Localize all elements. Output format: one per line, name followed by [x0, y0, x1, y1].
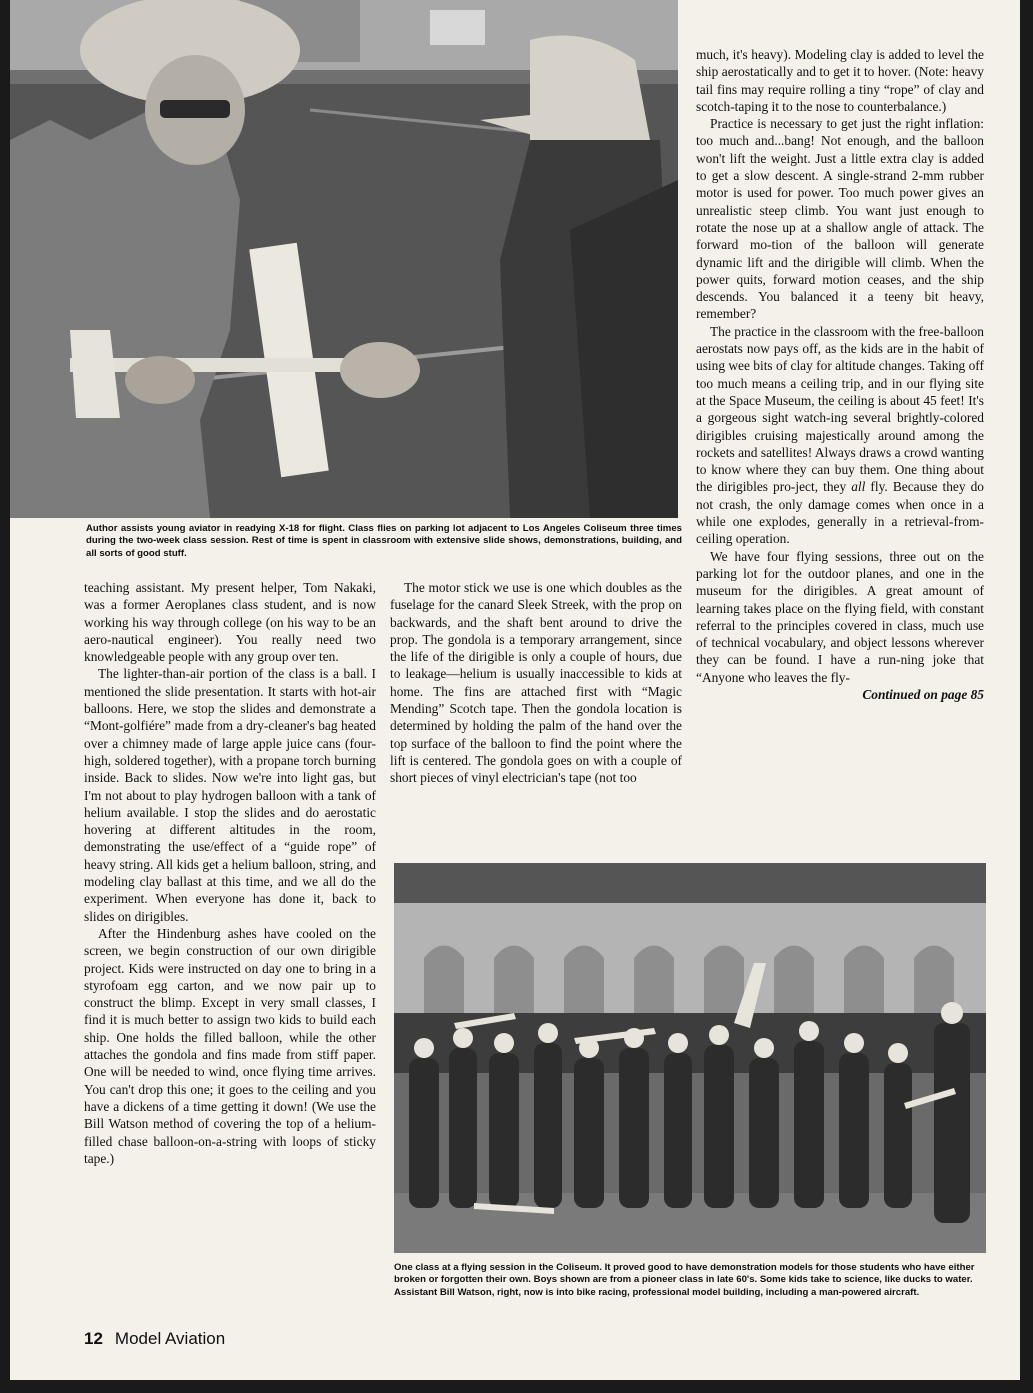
paragraph — [696, 323, 984, 548]
continued-notice: Continued on page 85 — [862, 686, 984, 702]
article-column-2 — [390, 579, 682, 787]
photo-bottom-caption: One class at a flying session in the Coliseum. It proved good to have demonstration models for those students who have either broken or forgotten their own. Boys shown are from a pioneer class in late 60's. Some kids take to science, like ducks to water. Assistant Bill Watson, right, now is into bike racing, professional model building, including a man-powered aircraft. — [394, 1262, 975, 1298]
paragraph-text: fly. Because they do not crash, the only damage comes when once in a while one explodes, generally in a retrieval-from-ceiling operation. — [696, 479, 984, 547]
paragraph-text: The practice in the classroom with the free-balloon aerostats now pays off, as the kids are in the habit of using wee bits of clay for altitude changes. Taking off too much means a ceiling trip, and in our flying site at the Space Museum, the ceiling is about 45 feet! It's a gorgeous sight watch-ing several brightly-colored dirigibles cruising majestically around among the rockets and satellites! Always draws a crowd wanting to know where they can buy them. One thing about the dirigibles pro-ject, they — [696, 323, 984, 495]
paragraph: We have four flying sessions, three out on the parking lot for the outdoor planes, and one in the museum for the dirigibles. A great amount of learning takes place on the flying field, with constant referral to the principles covered in class, much use of technical vocabulary, and object lessons wherever they can be found. I have a run-ning joke that “Anyone who leaves the fly- — [696, 548, 984, 685]
article-column-1 — [84, 579, 376, 1167]
magazine-page — [10, 0, 1020, 1380]
photo-top-illustration — [10, 0, 678, 518]
paragraph: teaching assistant. My present helper, Tom Nakaki, was a former Aeroplanes class student, and is now working his way through college (on his way to be an aero-nautical engineer). You really need two knowledgeable people with any group over ten. — [84, 580, 376, 665]
magazine-name: Model Aviation — [114, 1329, 226, 1348]
paragraph: Practice is necessary to get just the right inflation: too much and...bang! Not enough, and the balloon won't lift the weight. Just a little extra clay is added to get a slow descent. A single-strand 2-mm rubber motor is used for power. Too much power gives an unrealistic steep climb. You want just enough to rotate the nose up at a shallow angle of attack. The forward mo-tion of the balloon will generate dynamic lift and the dirigible will climb. When the power quits, forward motion ceases, and the ship descends. You balanced it a teeny bit heavy, remember? — [696, 116, 984, 322]
photo-bottom-illustration — [394, 863, 986, 1253]
page-number: 12 — [84, 1329, 103, 1348]
paragraph: much, it's heavy). Modeling clay is added to level the ship aerostatically and to get it to hover. (Note: heavy tail fins may require rolling a tiny “rope” of clay and scotch-taping it to the nose to counterbalance.) — [696, 47, 984, 114]
paragraph: The lighter-than-air portion of the class is a ball. I mentioned the slide presentation. It starts with hot-air balloons. Here, we stop the slides and demonstrate a “Mont-golfiére” made from a dry-cleaner's bag heated over a chimney made of large apple juice cans (four-high, soldered together), with a propane torch burning inside. Back to slides. Now we're into light gas, but I'm not about to play hydrogen balloon with a tank of helium available. I stop the slides and do aerostatic hovering at different altitudes in the room, demonstrating the use/effect of a “guide rope” of heavy string. All kids get a helium balloon, string, and modeling clay ballast at this time, and we all do the experiment. When everyone has done it, back to slides on dirigibles. — [84, 666, 376, 924]
page-footer — [84, 1329, 225, 1349]
photo-top-caption: Author assists young aviator in readying X-18 for flight. Class flies on parking lot adjacent to Los Angeles Coliseum three times during the two-week class session. Rest of time is spent in classroom with extensive slide shows, demonstrations, building, and all sorts of good stuff. — [86, 523, 682, 559]
photo-class-group — [394, 863, 986, 1253]
paragraph: After the Hindenburg ashes have cooled on the screen, we begin construction of our own dirigible project. Kids were instructed on day one to bring in a styrofoam egg carton, and we now pair up to construct the blimp. Except in very small classes, I find it is much better to assign two kids to build each ship. One holds the filled balloon, while the other attaches the gondola and fins made from stiff paper. One will be needed to wind, once flying time arrives. You can't drop this one; it goes to the ceiling and you have a dickens of a time getting it down! (We use the Bill Watson method of covering the top of a helium-filled chase balloon-on-a-string with loops of sticky tape.) — [84, 925, 376, 1166]
article-column-3 — [696, 46, 984, 703]
photo-author-assisting-student — [10, 0, 678, 518]
paragraph: The motor stick we use is one which doubles as the fuselage for the canard Sleek Streek, with the prop on backwards, and the shaft bent around to drive the prop. The gondola is a temporary arrangement, since the life of the dirigible is only a couple of hours, due to leakage—helium is usually inaccessible to kids at home. The fins are attached first with “Magic Mending” Scotch tape. Then the gondola location is determined by holding the palm of the hand over the top surface of the balloon to find the point where the lift is centered. The gondola goes on with a couple of short pieces of vinyl electrician's tape (not too — [390, 580, 682, 786]
emphasis: all — [851, 479, 866, 495]
